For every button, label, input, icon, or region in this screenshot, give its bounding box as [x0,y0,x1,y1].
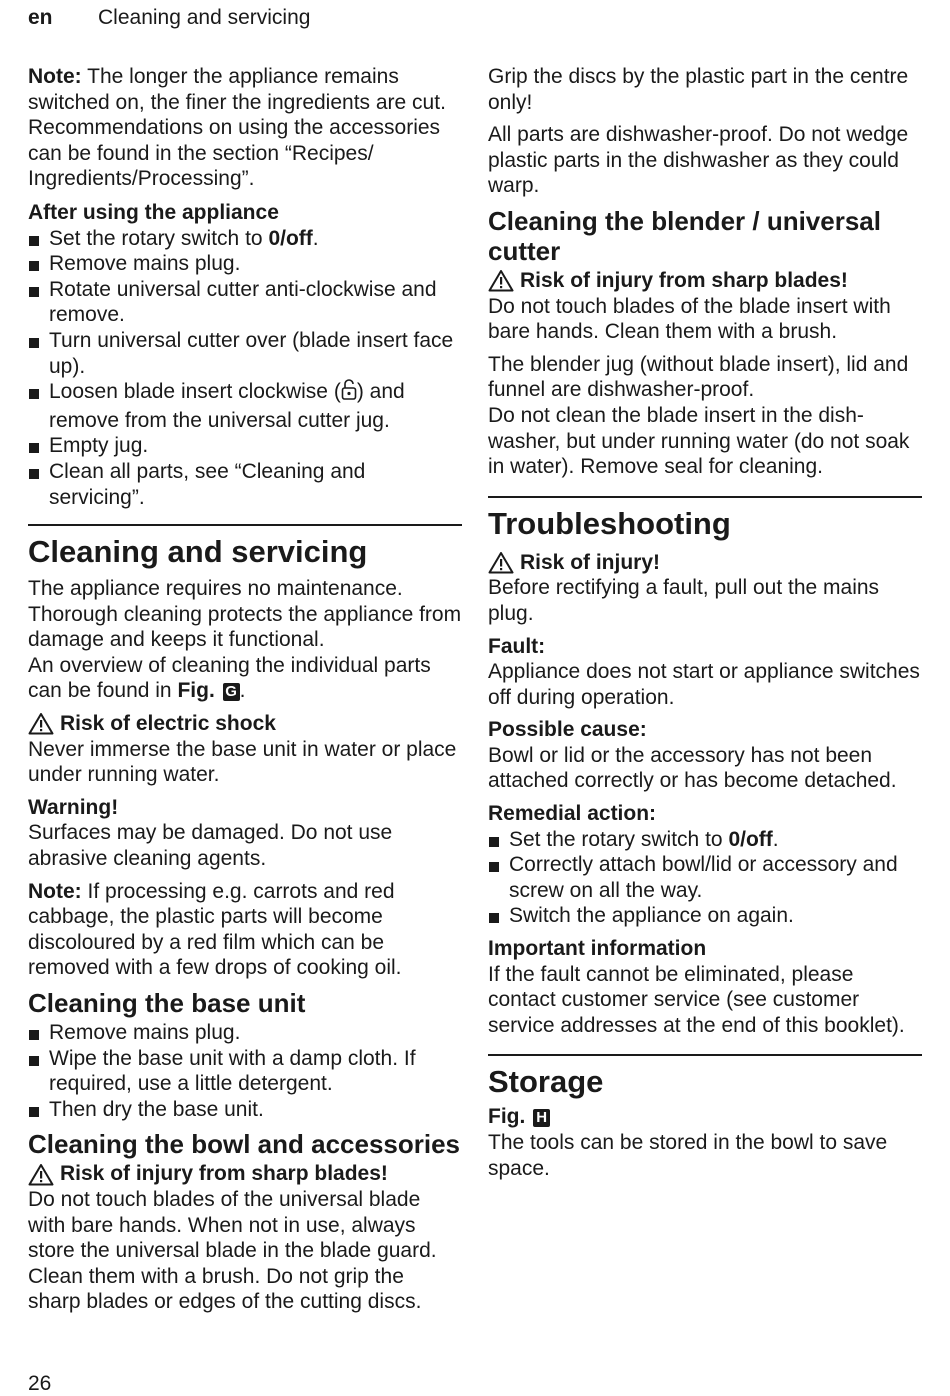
list-item: Wipe the base unit with a damp cloth. If required, use a little detergent. [28,1046,462,1097]
header-title: Cleaning and servicing [98,6,311,29]
blender-text-1: Do not touch blades of the blade insert with bare hands. Clean them with a brush. [488,294,891,344]
bullet-icon [489,862,499,872]
after-using-list [28,226,462,511]
list-item: Turn universal cutter over (blade insert face up). [28,328,462,379]
bullet-icon [489,837,499,847]
list-item: Set the rotary switch to 0/off. [28,226,462,252]
section-title-storage: Storage [488,1054,922,1100]
fault-heading: Fault: [488,634,546,658]
base-unit-list [28,1020,462,1122]
dishwasher-text: All parts are dishwasher-proof. Do not wedge plastic parts in the dishwasher as they could warp. [488,123,909,198]
section-title-blender: Cleaning the blender / universal cutter [488,205,881,266]
warning-electric-shock: Risk of electric shock [28,711,462,737]
list-item: Switch the appliance on again. [488,903,922,929]
warning-text: Surfaces may be damaged. Do not use abrasive cleaning agents. [28,821,393,871]
section-title-cleaning: Cleaning and servicing [28,524,462,570]
bullet-icon [29,1107,39,1117]
list-item: Correctly attach bowl/lid or accessory and screw on all the way. [488,852,922,903]
warning-triangle-icon [28,1163,54,1186]
bullet-icon [29,1030,39,1040]
bullet-icon [489,913,499,923]
page-number: 26 [28,1372,52,1395]
warning-triangle-icon [488,551,514,574]
info-heading: Important information [488,937,707,961]
bullet-icon [29,236,39,246]
note-cooking-oil: Note: If processing e.g. carrots and red cabbage, the plastic parts will become discoloured by a red film which can be removed with a few drops of cooking oil. [28,879,402,980]
note-text: The longer the appliance remains switched on, the finer the ingredients are cut. Recommendations on using the accessories can be found in the section “Recipes/ Ingredients/Processing”. [28,65,446,191]
list-item: Remove mains plug. [28,251,462,277]
bullet-icon [29,1056,39,1066]
right-column [488,64,922,1188]
page-header [28,6,310,30]
cleaning-intro: The appliance requires no maintenance. Thorough cleaning protects the appliance from damage and keeps it functional. [28,577,462,652]
list-item: Remove mains plug. [28,1020,462,1046]
cause-text: Bowl or lid or the accessory has not been attached correctly or has become detached. [488,743,897,793]
bullet-icon [29,261,39,271]
note-paragraph [28,64,462,192]
list-item: Empty jug. [28,433,462,459]
warning-sharp-blades: Risk of injury from sharp blades! [488,268,922,294]
blender-text-3: Do not clean the blade insert in the dishwasher, but under running water (do not soak in water). Remove seal for cleaning. [488,403,910,479]
list-item: Set the rotary switch to 0/off. [488,827,922,853]
section-title-bowl: Cleaning the bowl and accessories [28,1129,461,1160]
figure-letter-badge: H [533,1109,550,1127]
bowl-text: Do not touch blades of the universal blade with bare hands. When not in use, always store the universal blade in the blade guard. Clean them with a brush. Do not grip the sharp blades or edges of the cutting discs. [28,1187,437,1314]
fig-reference: Fig. [177,679,215,703]
remedy-list [488,827,922,929]
unlock-icon [341,379,357,408]
trouble-text: Before rectifying a fault, pull out the mains plug. [488,576,880,625]
figure-letter-badge: G [223,683,240,701]
bullet-icon [29,338,39,348]
cause-heading: Possible cause: [488,718,647,742]
warning-heading: Warning! [28,795,119,819]
section-title-base-unit: Cleaning the base unit [28,988,306,1018]
bullet-icon [29,443,39,453]
left-column [28,64,462,1322]
shock-text: Never immerse the base unit in water or place under running water. [28,737,457,787]
warning-injury: Risk of injury! [488,550,922,576]
list-item: Then dry the base unit. [28,1097,462,1123]
warning-sharp-blades: Risk of injury from sharp blades! [28,1161,462,1187]
list-item: Loosen blade insert clockwise ( ) and remove from the universal cutter jug. [28,379,462,433]
bullet-icon [29,469,39,479]
storage-text: The tools can be stored in the bowl to save space. [488,1131,888,1180]
list-item: Clean all parts, see “Cleaning and servicing”. [28,459,462,510]
warning-triangle-icon [28,712,54,735]
info-text: If the fault cannot be eliminated, please contact customer service (see customer service addresses at the end of this booklet). [488,962,905,1037]
after-using-heading: After using the appliance [28,200,279,224]
cleaning-overview: An overview of cleaning the individual parts can be found in Fig. G . [28,653,431,703]
note-label: Note: [28,65,82,88]
warning-triangle-icon [488,269,514,292]
section-title-troubleshooting: Troubleshooting [488,496,922,542]
fault-text: Appliance does not start or appliance switches off during operation. [488,660,920,709]
storage-fig: Fig. H [488,1104,922,1130]
language-code: en [28,6,53,29]
remedy-heading: Remedial action: [488,802,657,826]
list-item: Rotate universal cutter anti-clockwise and remove. [28,277,462,328]
grip-text: Grip the discs by the plastic part in the centre only! [488,65,909,114]
bullet-icon [29,389,39,399]
bullet-icon [29,287,39,297]
blender-text-2: The blender jug (without blade insert), lid and funnel are dishwasher-proof. [488,352,909,402]
